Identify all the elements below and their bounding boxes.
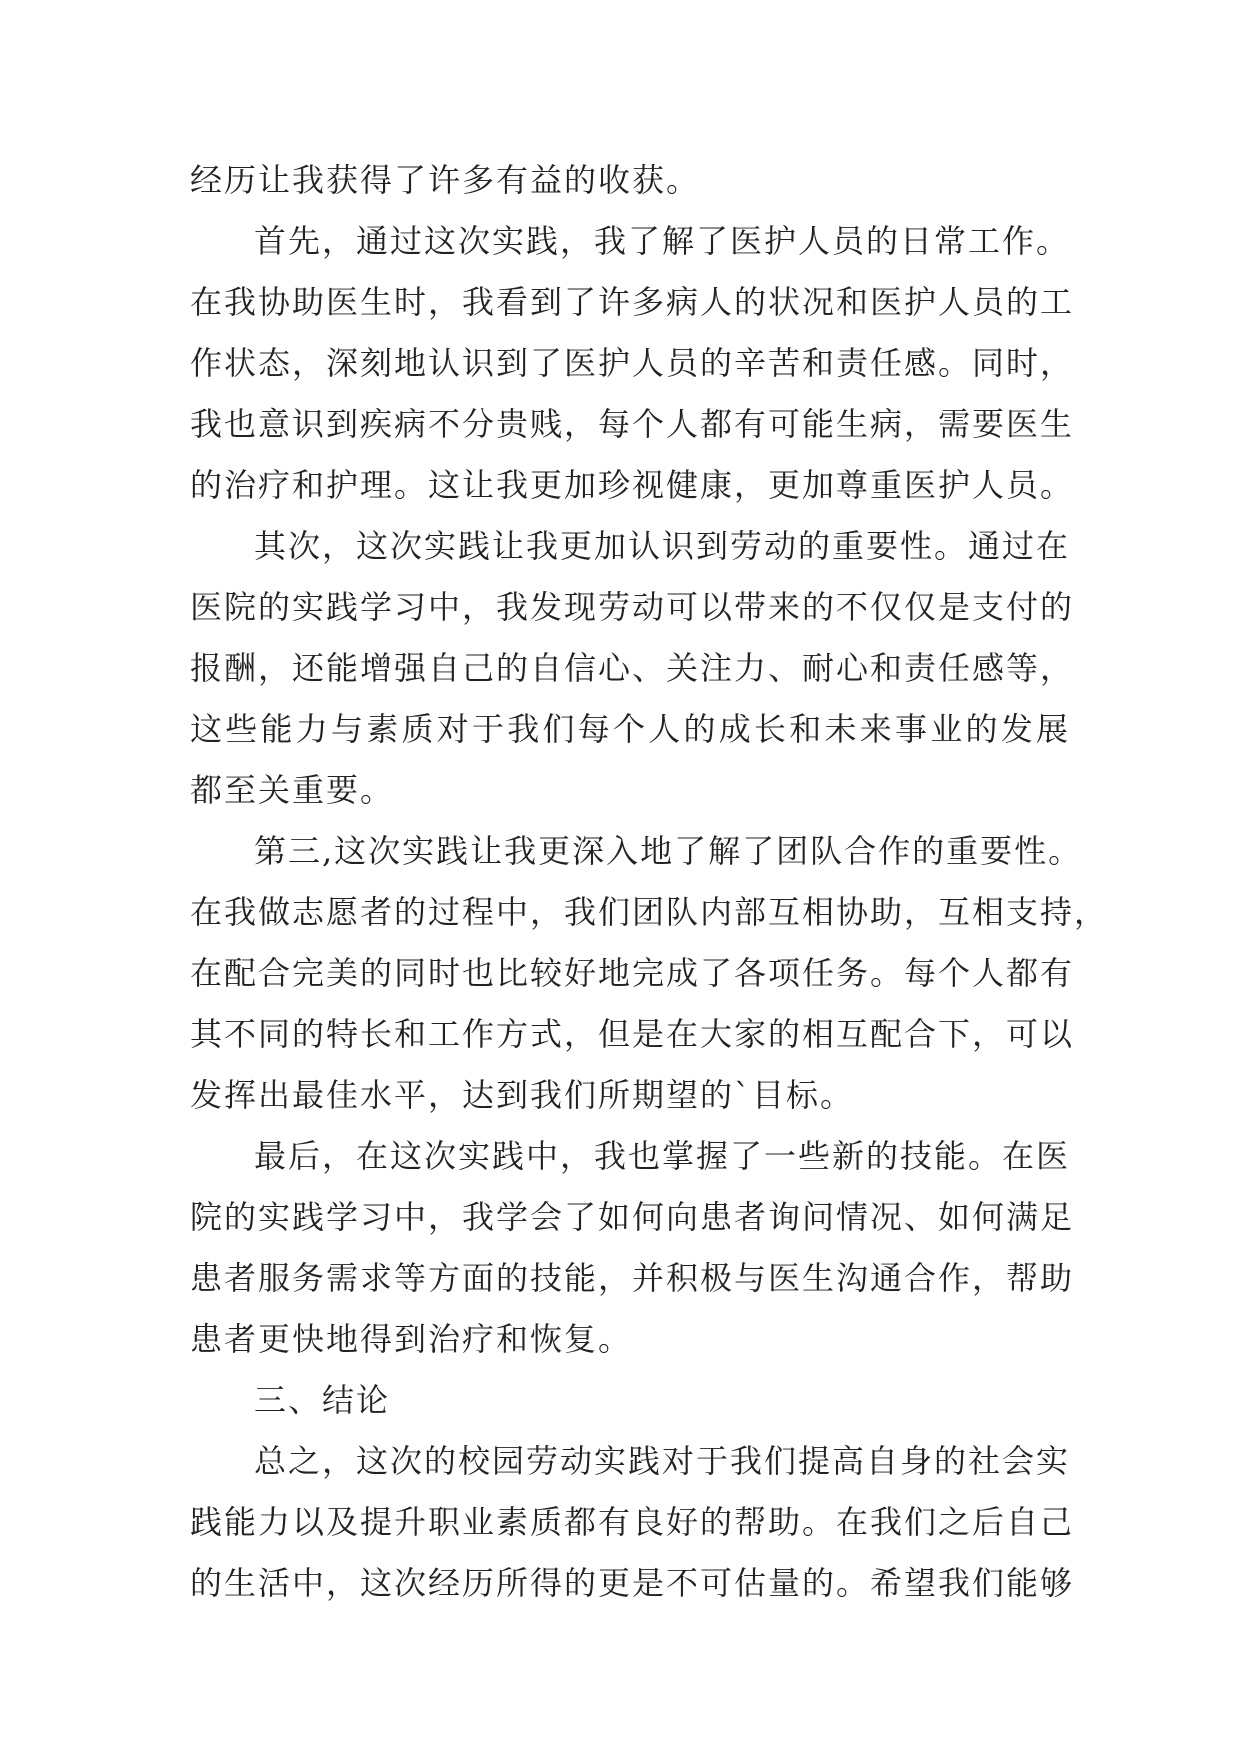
text-line: 我也意识到疾病不分贵贱，每个人都有可能生病，需要医生 [190,405,1075,443]
text-line: 报酬，还能增强自己的自信心、关注力、耐心和责任感等， [190,649,1075,687]
text-line: 患者更快地得到治疗和恢复。 [190,1320,633,1358]
text-line: 最后，在这次实践中，我也掌握了一些新的技能。在医 [254,1137,1071,1175]
text-line: 这些能力与素质对于我们每个人的成长和未来事业的发展 [190,710,1070,748]
text-line: 其不同的特长和工作方式，但是在大家的相互配合下，可以 [190,1015,1075,1053]
text-line: 在我协助医生时，我看到了许多病人的状况和医护人员的工 [190,283,1075,321]
text-line: 在我做志愿者的过程中，我们团队内部互相协助，互相支持， [190,893,1109,931]
text-line: 的生活中，这次经历所得的更是不可估量的。希望我们能够 [190,1564,1075,1602]
text-line: 首先，通过这次实践，我了解了医护人员的日常工作。 [254,222,1071,260]
text-line: 医院的实践学习中，我发现劳动可以带来的不仅仅是支付的 [190,588,1075,626]
text-line: 在配合完美的同时也比较好地完成了各项任务。每个人都有 [190,954,1075,992]
text-line: 患者服务需求等方面的技能，并积极与医生沟通合作，帮助 [190,1259,1075,1297]
text-line: 都至关重要。 [190,771,395,809]
text-line: 经历让我获得了许多有益的收获。 [190,161,701,199]
text-line: 总之，这次的校园劳动实践对于我们提高自身的社会实 [254,1442,1071,1480]
body-text [190,150,1109,1614]
text-line: 的治疗和护理。这让我更加珍视健康，更加尊重医护人员。 [190,466,1075,504]
text-line: 其次，这次实践让我更加认识到劳动的重要性。通过在 [254,527,1071,565]
text-line: 第三,这次实践让我更深入地了解了团队合作的重要性。 [254,832,1083,870]
text-line: 院的实践学习中，我学会了如何向患者询问情况、如何满足 [190,1198,1075,1236]
section-heading: 三、结论 [254,1381,391,1419]
text-line: 发挥出最佳水平，达到我们所期望的`目标。 [190,1076,855,1114]
text-line: 践能力以及提升职业素质都有良好的帮助。在我们之后自己 [190,1503,1075,1541]
text-line: 作状态，深刻地认识到了医护人员的辛苦和责任感。同时， [190,344,1075,382]
